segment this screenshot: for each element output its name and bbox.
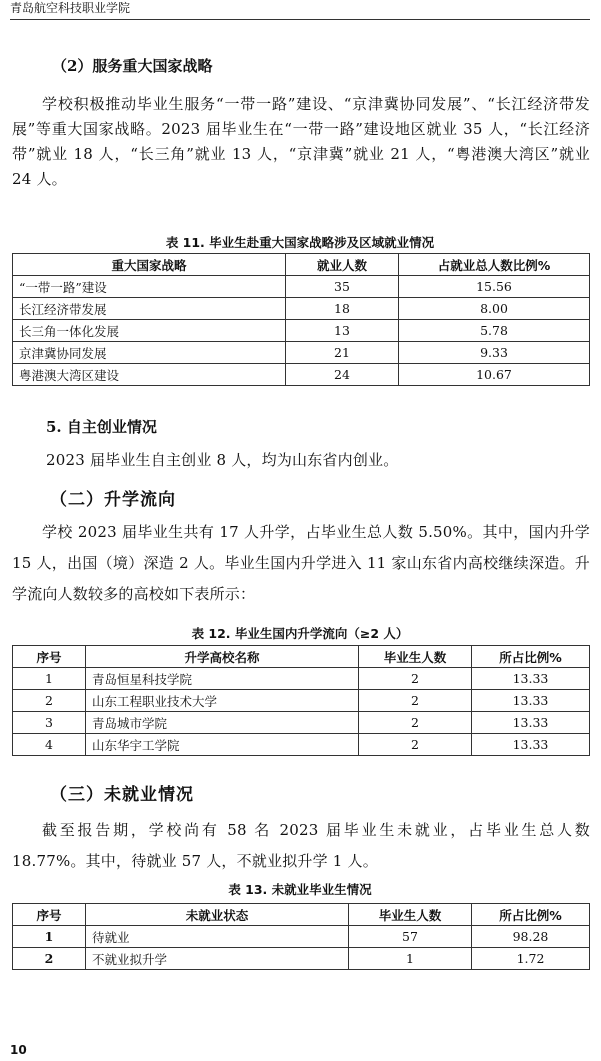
table-cell: 3	[13, 712, 86, 734]
unemployed-heading: （三）未就业情况	[50, 785, 194, 805]
unemployed-paragraph: 截至报告期，学校尚有 58 名 2023 届毕业生未就业，占毕业生总人数 18.77%。其中，待就业 57 人，不就业拟升学 1 人。	[12, 821, 590, 870]
table-cell: 4	[13, 734, 86, 756]
table-cell: 青岛城市学院	[86, 712, 359, 734]
table-cell: 35	[286, 276, 399, 298]
table-cell: 24	[286, 364, 399, 386]
table-row	[13, 690, 590, 712]
table-cell: 13.33	[472, 690, 590, 712]
table-cell: 21	[286, 342, 399, 364]
table-cell: 1.72	[472, 948, 590, 970]
table-cell: 98.28	[472, 926, 590, 948]
table-row	[13, 948, 590, 970]
table-cell: 不就业拟升学	[86, 948, 349, 970]
table-cell: “一带一路”建设	[13, 276, 286, 298]
table-row	[13, 364, 590, 386]
table-header-row	[13, 646, 590, 668]
table-row	[13, 276, 590, 298]
table12	[12, 645, 590, 756]
table-cell: 2	[13, 948, 86, 970]
page-header	[10, 0, 590, 20]
page-number: 10	[10, 1043, 27, 1057]
column-header: 重大国家战略	[13, 254, 286, 276]
table-row	[13, 926, 590, 948]
table-cell: 长江经济带发展	[13, 298, 286, 320]
table-row	[13, 342, 590, 364]
startup-heading: 5. 自主创业情况	[46, 418, 157, 436]
table-cell: 青岛恒星科技学院	[86, 668, 359, 690]
table13	[12, 903, 590, 970]
strategy-paragraph: 学校积极推动毕业生服务“一带一路”建设、“京津冀协同发展”、“长江经济带发展”等重大国家战略。2023 届毕业生在“一带一路”建设地区就业 35 人，“长江经济带”就业 18 人，“长三角”就业 13 人，“京津冀”就业 21 人，“粤港澳大湾区”就业 24 人。	[12, 95, 590, 188]
column-header: 毕业生人数	[349, 904, 472, 926]
table-cell: 18	[286, 298, 399, 320]
table-cell: 2	[359, 734, 472, 756]
table-cell: 长三角一体化发展	[13, 320, 286, 342]
table-cell: 15.56	[399, 276, 590, 298]
table-row	[13, 712, 590, 734]
table-cell: 13.33	[472, 668, 590, 690]
table-cell: 京津冀协同发展	[13, 342, 286, 364]
table-cell: 1	[349, 948, 472, 970]
table-cell: 57	[349, 926, 472, 948]
table12-caption: 表 12. 毕业生国内升学流向（≥2 人）	[191, 626, 409, 641]
strategy-heading: （2）服务重大国家战略	[52, 57, 213, 75]
startup-paragraph: 2023 届毕业生自主创业 8 人，均为山东省内创业。	[46, 451, 399, 469]
table-cell: 9.33	[399, 342, 590, 364]
table-cell: 5.78	[399, 320, 590, 342]
table-cell: 8.00	[399, 298, 590, 320]
table-cell: 13.33	[472, 734, 590, 756]
table-cell: 山东华宇工学院	[86, 734, 359, 756]
column-header: 序号	[13, 646, 86, 668]
table-cell: 13	[286, 320, 399, 342]
column-header: 序号	[13, 904, 86, 926]
column-header: 所占比例%	[472, 646, 590, 668]
further-study-paragraph: 学校 2023 届毕业生共有 17 人升学，占毕业生总人数 5.50%。其中，国内升学 15 人，出国（境）深造 2 人。毕业生国内升学进入 11 家山东省内高校继续深造。升学流向人数较多的高校如下表所示：	[12, 523, 590, 603]
table-cell: 山东工程职业技术大学	[86, 690, 359, 712]
table11	[12, 253, 590, 386]
table-cell: 10.67	[399, 364, 590, 386]
table13-caption: 表 13. 未就业毕业生情况	[228, 882, 372, 897]
table-row	[13, 298, 590, 320]
table-cell: 2	[359, 712, 472, 734]
table-cell: 1	[13, 668, 86, 690]
table-cell: 待就业	[86, 926, 349, 948]
column-header: 所占比例%	[472, 904, 590, 926]
column-header: 就业人数	[286, 254, 399, 276]
header-title: 青岛航空科技职业学院	[10, 1, 131, 15]
table-header-row	[13, 904, 590, 926]
column-header: 升学高校名称	[86, 646, 359, 668]
table11-caption: 表 11. 毕业生赴重大国家战略涉及区域就业情况	[165, 235, 435, 250]
table-cell: 2	[13, 690, 86, 712]
table-cell: 1	[13, 926, 86, 948]
column-header: 占就业总人数比例%	[399, 254, 590, 276]
table-cell: 13.33	[472, 712, 590, 734]
column-header: 未就业状态	[86, 904, 349, 926]
table-row	[13, 320, 590, 342]
column-header: 毕业生人数	[359, 646, 472, 668]
table-cell: 2	[359, 690, 472, 712]
table-row	[13, 668, 590, 690]
table-header-row	[13, 254, 590, 276]
table-row	[13, 734, 590, 756]
further-study-heading: （二）升学流向	[50, 490, 176, 510]
table-cell: 2	[359, 668, 472, 690]
table-cell: 粤港澳大湾区建设	[13, 364, 286, 386]
